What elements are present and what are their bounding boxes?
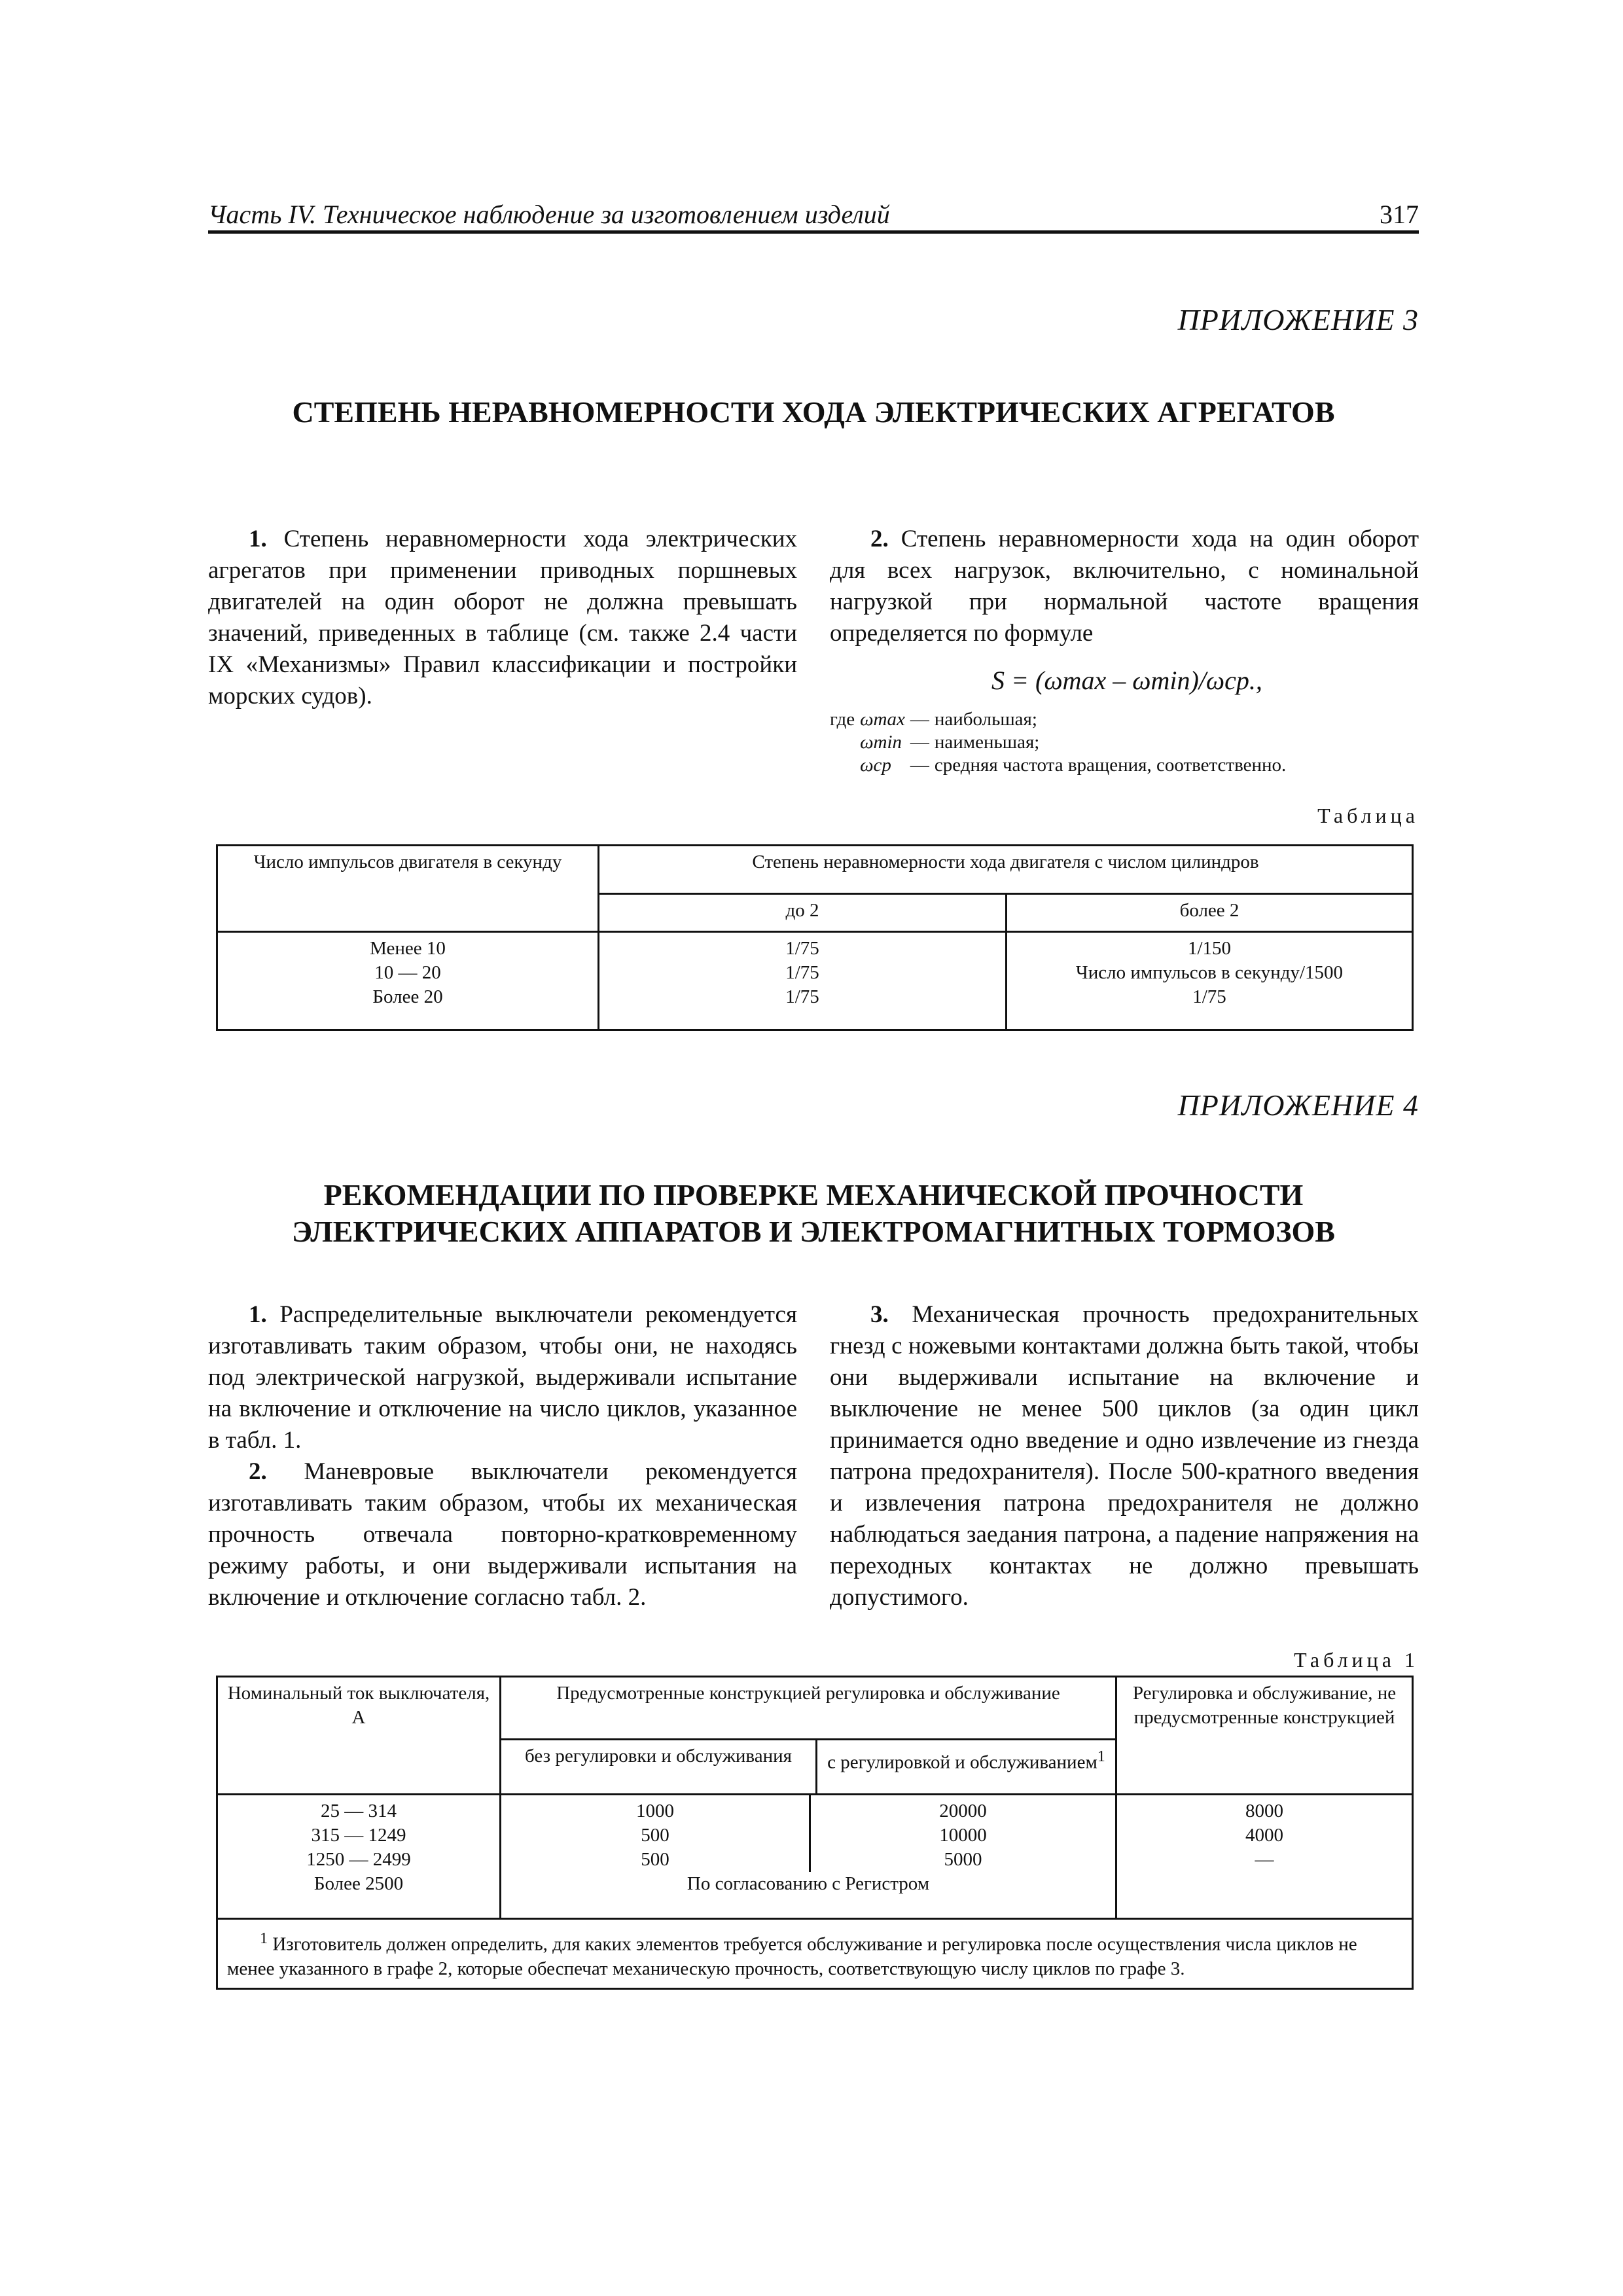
paragraph-1 [208,524,797,712]
header-rule [208,230,1419,234]
table-cell: Более 2500 [313,1873,404,1894]
table-cell: 500 [641,1849,669,1870]
paragraph-text: Степень неравномерности хода на один оборот для всех нагрузок, включительно, с номинальной нагрузкой при нормальной частоте вращения определяется по формуле [830,526,1419,647]
footnote-marker: 1 [1097,1748,1105,1765]
legend-symbol: ωmax [860,709,905,730]
appendix-4-title [208,1177,1419,1250]
legend-dash: — [910,755,929,776]
table-header: Номинальный ток выключателя, А [217,1677,501,1795]
paragraph-1 [208,1299,797,1456]
legend-symbol: ωср [860,755,891,776]
table-header: Предусмотренные конструкцией регулировка и обслуживание [501,1677,1116,1740]
table-header: Регулировка и обслуживание, не предусмотренные конструкцией [1116,1677,1413,1795]
paragraph-text: Маневровые выключатели рекомендуется изготавливать таким образом, чтобы их механическая прочность отвечала повторно-кратковременному режиму работы, и они выдерживали испытания на включение и отключение согласно табл. 2. [208,1458,797,1611]
legend-desc: наименьшая; [934,732,1040,753]
paragraph-number: 1. [249,526,267,552]
subheader-text: с регулировкой и обслуживанием [827,1751,1097,1773]
appendix-4-label: ПРИЛОЖЕНИЕ 4 [1177,1088,1419,1122]
paragraph-3 [830,1299,1419,1613]
table-cell: 1/150 [1187,938,1232,959]
table-cell: 500 [641,1825,669,1846]
paragraph-2 [830,524,1419,649]
appendix-3-label: ПРИЛОЖЕНИЕ 3 [1177,303,1419,336]
where-word: где [830,709,855,730]
table-cell-span: По согласованию с Регистром [687,1873,930,1894]
table-cell: 1250 — 2499 [306,1849,411,1870]
paragraph-number: 1. [249,1301,267,1328]
formula: S = (ωmax – ωmin)/ωср., [991,666,1262,695]
table-cell: 1/75 [785,938,819,959]
appendix-3-right-column [830,524,1419,649]
table-cell: 1000 [636,1801,674,1821]
table-cell: Число импульсов в секунду/1500 [1075,962,1344,983]
table-subheader [817,1740,1116,1795]
table-cell: 25 — 314 [321,1801,397,1821]
table-cell: 10000 [939,1825,987,1846]
table-cell: 4000 [1245,1825,1283,1846]
legend-dash: — [910,732,929,753]
table-nonuniformity [216,844,1414,1031]
table-footnote [217,1919,1413,1989]
paragraph-2 [208,1456,797,1613]
table-cell: Более 20 [372,986,443,1007]
table-cell: 1/75 [785,962,819,983]
paragraph-text: Распределительные выключатели рекомендуется изготавливать таким образом, чтобы они, не находясь под электрической нагрузкой, выдерживали испытание на включение и отключение на число циклов, указанное в табл. 1. [208,1301,797,1454]
table-caption: Таблица [1317,804,1419,827]
table-cell: 1/75 [1192,986,1226,1007]
paragraph-number: 2. [870,526,889,552]
table-subheader: до 2 [599,894,1007,932]
appendix-4-right-column [830,1299,1419,1613]
legend-symbol: ωmin [860,732,902,753]
table-body [217,1795,1413,1919]
table-subheader: без регулировки и обслуживания [501,1740,817,1795]
table-cell: 315 — 1249 [311,1825,406,1846]
footnote-text: Изготовитель должен определить, для каких элементов требуется обслуживание и регулировка после осуществления числа циклов не менее указанного в графе 2, которые обеспечат механическую прочность, соответствующую числу циклов по графе 3. [227,1933,1357,1979]
paragraph-text: Механическая прочность предохранительных гнезд с ножевыми контактами должна быть такой, чтобы они выдерживали испытание на включение и выключение не менее 500 циклов (за один цикл принимается одно введение и одно извлечение из гнезда патрона предохранителя). После 500-кратного введения и извлечения патрона предохранителя не должно наблюдаться заедания патрона, а падение напряжения на переходных контактах не должно превышать допустимого. [830,1301,1419,1611]
table-cell: 10 — 20 [374,962,441,983]
legend-dash: — [910,709,929,730]
footnote-marker: 1 [260,1929,268,1947]
appendix-4-title-line: ЭЛЕКТРИЧЕСКИХ АППАРАТОВ И ЭЛЕКТРОМАГНИТНЫХ ТОРМОЗОВ [292,1215,1335,1248]
table-body [217,932,1413,1030]
table-1-switch-cycles [216,1676,1414,1990]
appendix-3-left-column [208,524,797,712]
paragraph-text: Степень неравномерности хода электрических агрегатов при применении приводных поршневых двигателей на один оборот не должна превышать значений, приведенных в таблице (см. также 2.4 части IX «Механизмы» Правил классификации и постройки морских судов). [208,526,797,709]
table-cell: 20000 [939,1801,987,1821]
legend-desc: средняя частота вращения, соответственно. [934,755,1287,776]
appendix-4-left-column [208,1299,797,1613]
table-cell: 5000 [944,1849,982,1870]
legend-desc: наибольшая; [934,709,1037,730]
paragraph-number: 2. [249,1458,267,1485]
table-1-caption: Таблица 1 [1294,1648,1419,1672]
page-number: 317 [1380,200,1419,229]
paragraph-number: 3. [870,1301,889,1328]
appendix-3-title: СТЕПЕНЬ НЕРАВНОМЕРНОСТИ ХОДА ЭЛЕКТРИЧЕСКИХ АГРЕГАТОВ [292,395,1335,429]
table-cell: — [1255,1849,1274,1870]
appendix-4-title-line: РЕКОМЕНДАЦИИ ПО ПРОВЕРКЕ МЕХАНИЧЕСКОЙ ПРОЧНОСТИ [323,1178,1304,1211]
running-title: Часть IV. Техническое наблюдение за изготовлением изделий [208,200,890,229]
table-subheader: более 2 [1007,894,1413,932]
table-header: Число импульсов двигателя в секунду [217,846,599,932]
table-header: Степень неравномерности хода двигателя с числом цилиндров [599,846,1413,894]
table-cell: 8000 [1245,1801,1283,1821]
table-cell: Менее 10 [370,938,446,959]
formula-legend [830,708,1291,777]
table-cell: 1/75 [785,986,819,1007]
